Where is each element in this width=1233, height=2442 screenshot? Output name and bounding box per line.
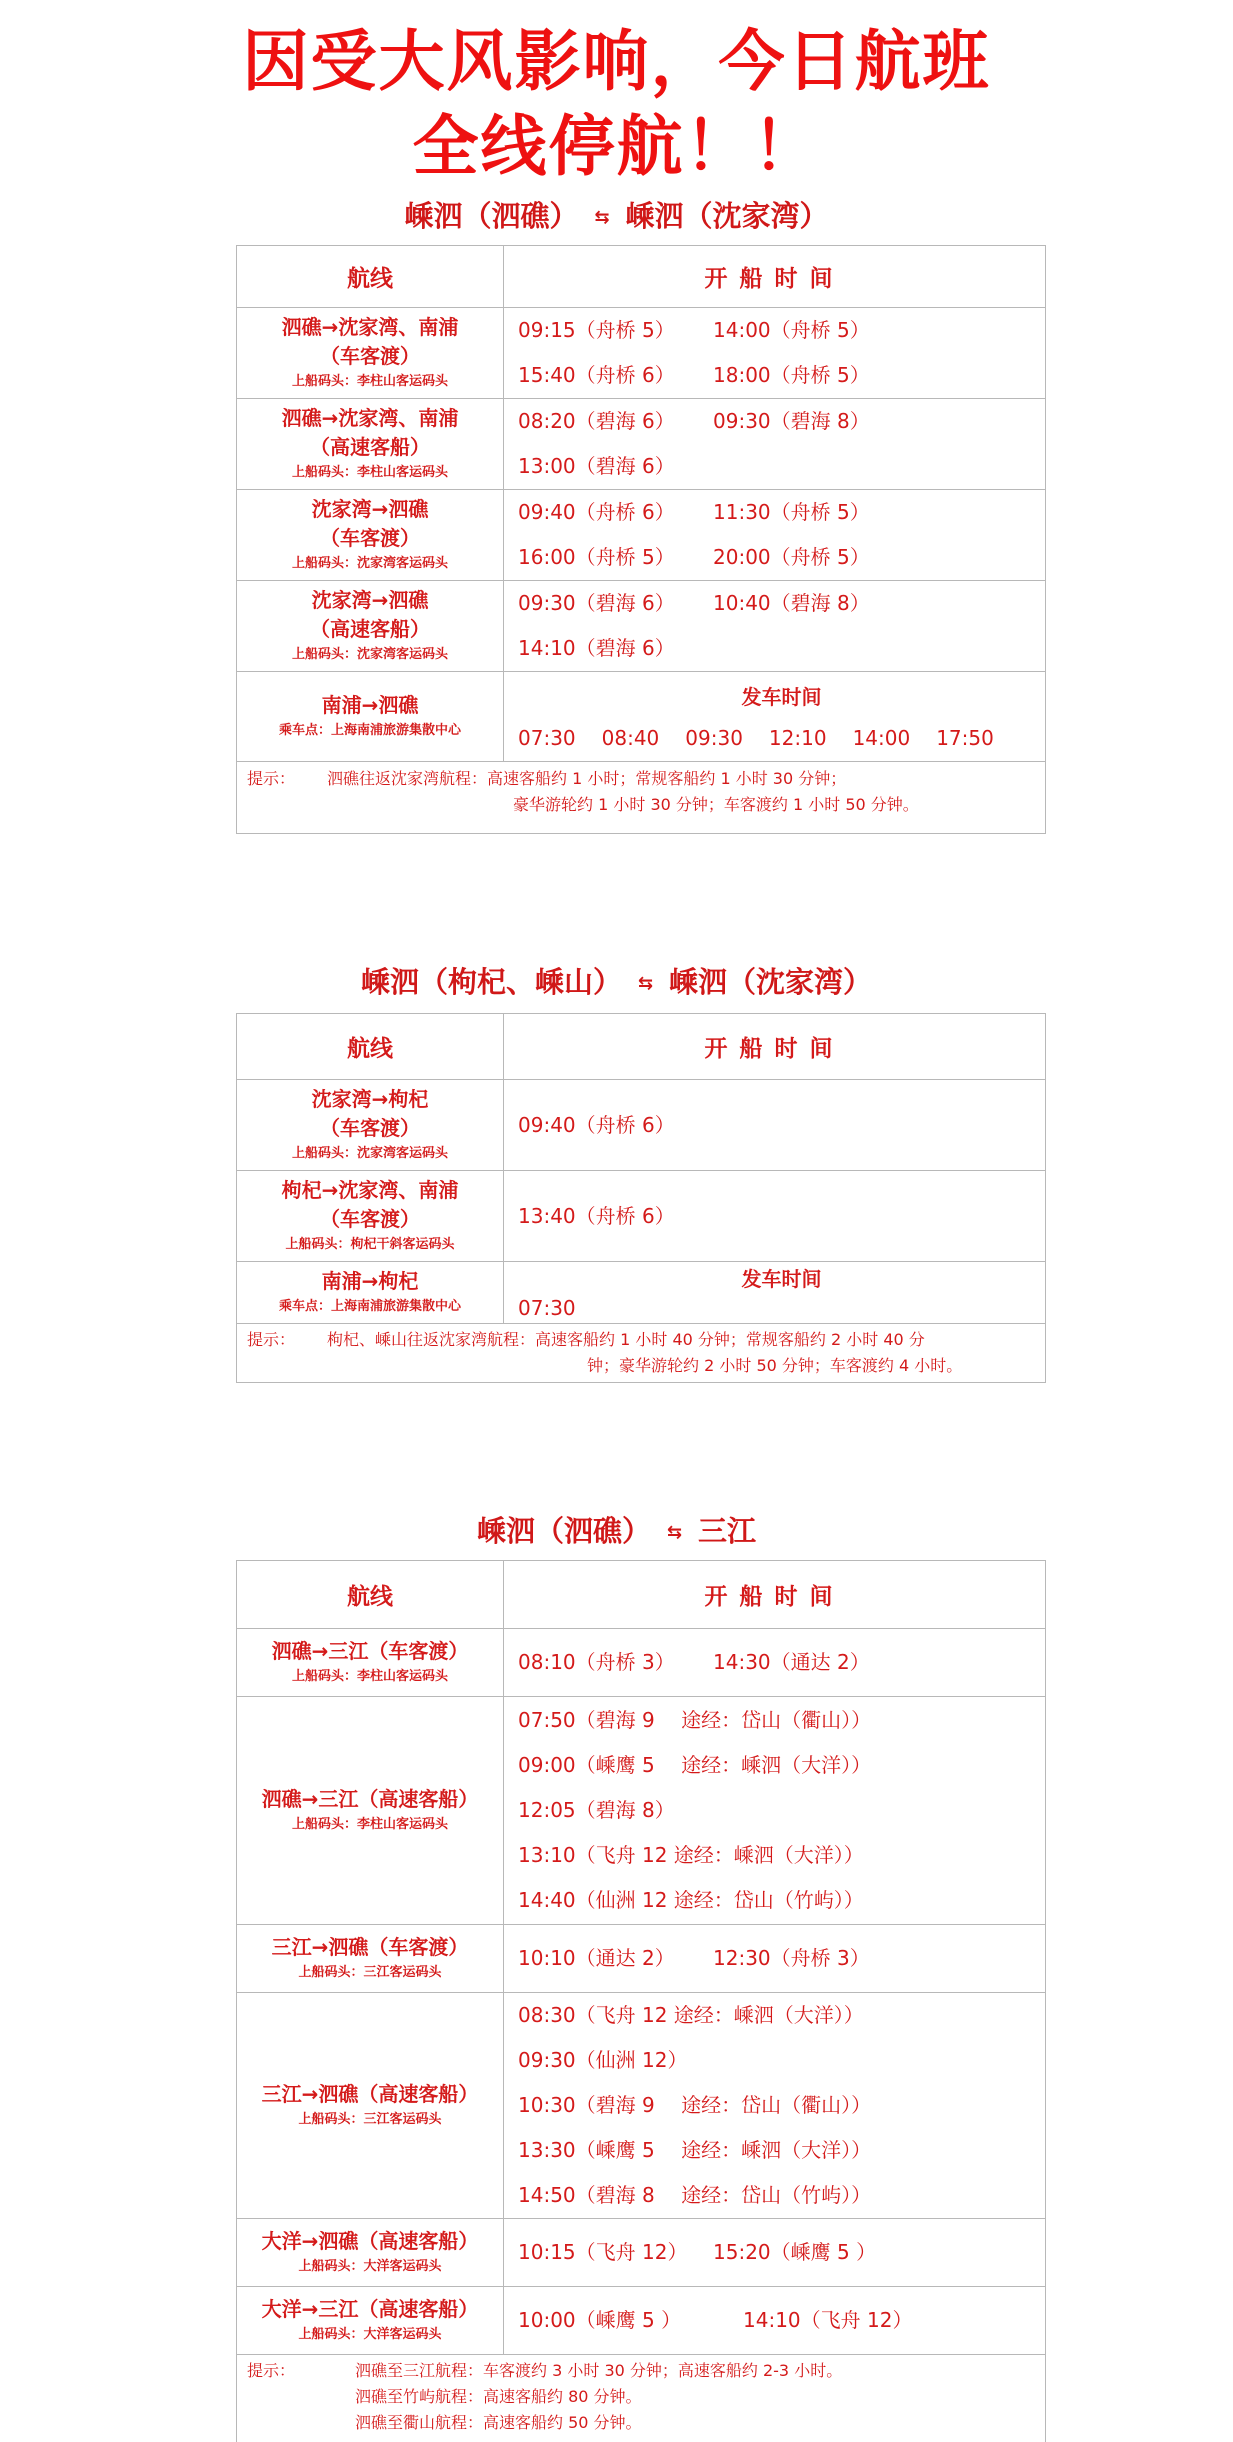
section1-timetable [236, 245, 1046, 762]
section1-title-from: 嵊泗（泗礁） [404, 199, 579, 233]
section2-title-to: 嵊泗（沈家湾） [669, 965, 873, 999]
table-row [237, 1080, 1046, 1171]
section3-timetable [236, 1560, 1046, 2355]
departure: 16:00（舟桥 5） [518, 545, 675, 569]
section1-title-to: 嵊泗（沈家湾） [625, 199, 829, 233]
route-name: 沈家湾→泗礁 [311, 497, 429, 521]
table-row [237, 1171, 1046, 1262]
departure: 10:15（飞舟 12） [518, 2240, 688, 2264]
route-name: 泗礁→沈家湾、南浦 [281, 315, 459, 339]
departure: 10:40（碧海 8） [713, 591, 870, 615]
departure: 09:40（舟桥 6） [518, 1112, 675, 1137]
departure: 10:10（通达 2） [518, 1946, 675, 1970]
pier: 上船码头：沈家湾客运码头 [291, 647, 448, 662]
departure: 15:40（舟桥 6） [518, 363, 675, 387]
tips-label: 提示： [247, 1330, 296, 1349]
route-name: 泗礁→三江（车客渡） [271, 1639, 469, 1663]
pier: 上船码头：李柱山客运码头 [291, 374, 448, 389]
pier: 上船码头：大洋客运码头 [298, 2327, 442, 2342]
tip-line: 钟；豪华游轮约 2 小时 50 分钟；车客渡约 4 小时。 [587, 1356, 963, 1375]
pier: 上船码头：李柱山客运码头 [291, 1817, 448, 1832]
table-row [237, 581, 1046, 672]
swap-icon: ⇆ [637, 973, 654, 994]
table-header-row [237, 246, 1046, 308]
section2-title [0, 962, 1233, 1004]
section3-title-from: 嵊泗（泗礁） [476, 1514, 651, 1548]
header-route: 航线 [237, 1561, 504, 1629]
table-row [237, 308, 1046, 399]
route-name: 枸杞→沈家湾、南浦 [281, 1178, 459, 1202]
departure: 20:00（舟桥 5） [713, 545, 870, 569]
table-row [237, 1697, 1046, 1925]
bus-row [237, 1262, 1046, 1324]
departure: 14:00（舟桥 5） [713, 318, 870, 342]
route-name: 沈家湾→枸杞 [311, 1087, 429, 1111]
table-header-row [237, 1014, 1046, 1080]
route-name: 泗礁→三江（高速客船） [261, 1787, 479, 1811]
swap-icon: ⇆ [666, 1522, 683, 1543]
departure: 14:30（通达 2） [713, 1650, 870, 1674]
departure: 08:30（飞舟 12 途经：嵊泗（大洋）） [518, 2003, 864, 2027]
departure: 12:05（碧海 8） [518, 1798, 675, 1822]
table-row [237, 399, 1046, 490]
departure: 14:10（碧海 6） [518, 636, 675, 660]
table-row [237, 1925, 1046, 1993]
closure-notice-line1: 因受大风影响，今日航班 [242, 23, 991, 100]
route-name: 沈家湾→泗礁 [311, 588, 429, 612]
departure: 14:50（碧海 8 途经：岱山（竹屿）） [518, 2183, 872, 2207]
vessel-type: （车客渡） [320, 344, 420, 368]
departure: 10:00（嵊鹰 5 ） [518, 2308, 682, 2332]
bus-time: 09:30 [685, 725, 743, 750]
route-name: 三江→泗礁（高速客船） [261, 2082, 479, 2106]
section1-title [0, 196, 1233, 238]
vessel-type: （车客渡） [320, 1207, 420, 1231]
departure: 15:20（嵊鹰 5 ） [713, 2240, 877, 2264]
tip-line: 泗礁至衢山航程：高速客船约 50 分钟。 [355, 2413, 642, 2432]
departure: 11:30（舟桥 5） [713, 500, 870, 524]
header-time: 开船时间 [504, 1014, 1046, 1080]
pier: 上船码头：沈家湾客运码头 [291, 556, 448, 571]
pickup-point: 乘车点：上海南浦旅游集散中心 [278, 723, 461, 738]
pier: 上船码头：李柱山客运码头 [291, 465, 448, 480]
header-time: 开船时间 [504, 1561, 1046, 1629]
departure: 09:00（嵊鹰 5 途经：嵊泗（大洋）） [518, 1753, 872, 1777]
bus-times [518, 718, 1045, 758]
departure: 09:40（舟桥 6） [518, 500, 675, 524]
bus-time: 08:40 [601, 725, 660, 750]
section2-tips [236, 1323, 1046, 1383]
bus-time: 07:30 [518, 725, 576, 750]
pier: 上船码头：枸杞干斜客运码头 [285, 1237, 455, 1252]
departure: 08:10（舟桥 3） [518, 1650, 675, 1674]
header-route: 航线 [237, 1014, 504, 1080]
vessel-type: （高速客船） [310, 617, 430, 641]
tips-label: 提示： [247, 769, 296, 788]
vessel-type: （高速客船） [310, 435, 430, 459]
tips-label: 提示： [247, 2361, 296, 2380]
table-row [237, 1993, 1046, 2219]
swap-icon: ⇆ [594, 207, 610, 228]
pier: 上船码头：沈家湾客运码头 [291, 1146, 448, 1161]
departure: 09:30（碧海 8） [713, 409, 870, 433]
pickup-point: 乘车点：上海南浦旅游集散中心 [278, 1299, 461, 1314]
vessel-type: （车客渡） [320, 526, 420, 550]
departure: 14:10（飞舟 12） [743, 2308, 913, 2332]
table-row [237, 490, 1046, 581]
departure: 13:10（飞舟 12 途经：嵊泗（大洋）） [518, 1843, 864, 1867]
bus-time: 17:50 [936, 725, 994, 750]
route-name: 泗礁→沈家湾、南浦 [281, 406, 459, 430]
table-row [237, 1629, 1046, 1697]
pier: 上船码头：三江客运码头 [298, 1965, 442, 1980]
closure-notice-line2: 全线停航！！ [412, 108, 821, 185]
table-row [237, 2219, 1046, 2287]
departure: 18:00（舟桥 5） [713, 363, 870, 387]
bus-time: 07:30 [518, 1295, 576, 1320]
tip-line: 豪华游轮约 1 小时 30 分钟；车客渡约 1 小时 50 分钟。 [513, 795, 919, 814]
bus-row [237, 672, 1046, 762]
departure: 09:15（舟桥 5） [518, 318, 675, 342]
section2-timetable [236, 1013, 1046, 1324]
table-header-row [237, 1561, 1046, 1629]
bus-time-header: 发车时间 [741, 684, 822, 709]
departure: 13:40（舟桥 6） [518, 1203, 675, 1228]
header-route: 航线 [237, 246, 504, 308]
section3-tips [236, 2354, 1046, 2442]
route-name: 三江→泗礁（车客渡） [271, 1935, 469, 1959]
route-name: 大洋→泗礁（高速客船） [261, 2229, 479, 2253]
departure: 13:00（碧海 6） [518, 454, 675, 478]
departure: 08:20（碧海 6） [518, 409, 675, 433]
bus-time: 12:10 [768, 725, 827, 750]
tip-line: 泗礁至竹屿航程：高速客船约 80 分钟。 [355, 2387, 642, 2406]
section3-title-to: 三江 [698, 1514, 757, 1548]
table-row [237, 2287, 1046, 2355]
route-name: 大洋→三江（高速客船） [261, 2297, 479, 2321]
vessel-type: （车客渡） [320, 1116, 420, 1140]
bus-route: 南浦→泗礁 [321, 693, 419, 717]
pier: 上船码头：大洋客运码头 [298, 2259, 442, 2274]
departure: 14:40（仙洲 12 途经：岱山（竹屿）） [518, 1888, 864, 1912]
tip-line: 枸杞、嵊山往返沈家湾航程：高速客船约 1 小时 40 分钟；常规客船约 2 小时 40 分 [327, 1330, 925, 1349]
departure: 09:30（碧海 6） [518, 591, 675, 615]
bus-route: 南浦→枸杞 [321, 1269, 419, 1293]
pier: 上船码头：李柱山客运码头 [291, 1669, 448, 1684]
departure: 10:30（碧海 9 途经：岱山（衢山）） [518, 2093, 872, 2117]
bus-time-header: 发车时间 [741, 1266, 822, 1291]
departure: 12:30（舟桥 3） [713, 1946, 870, 1970]
header-time: 开船时间 [504, 246, 1046, 308]
section2-title-from: 嵊泗（枸杞、嵊山） [360, 965, 622, 999]
section1-tips [236, 762, 1046, 834]
departure: 09:30（仙洲 12） [518, 2048, 688, 2072]
departure: 07:50（碧海 9 途经：岱山（衢山）） [518, 1708, 872, 1732]
pier: 上船码头：三江客运码头 [298, 2112, 442, 2127]
tip-line: 泗礁至三江航程：车客渡约 3 小时 30 分钟；高速客船约 2-3 小时。 [355, 2361, 843, 2380]
section3-title [0, 1511, 1233, 1553]
bus-time: 14:00 [852, 725, 911, 750]
departure: 13:30（嵊鹰 5 途经：嵊泗（大洋）） [518, 2138, 872, 2162]
tip-line: 泗礁往返沈家湾航程：高速客船约 1 小时；常规客船约 1 小时 30 分钟； [327, 769, 847, 788]
